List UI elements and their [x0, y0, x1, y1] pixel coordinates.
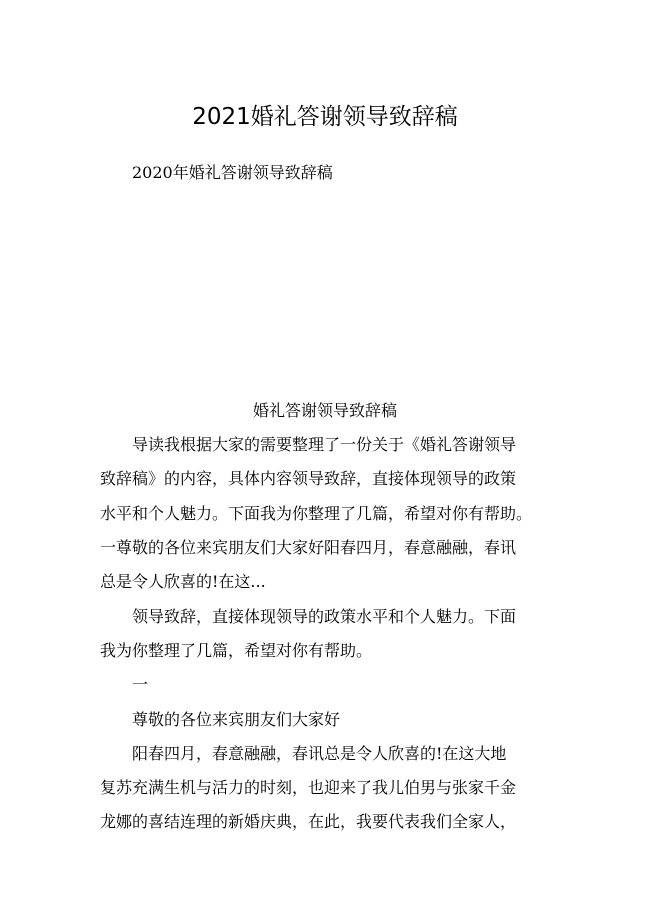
document-subtitle: 2020年婚礼答谢领导致辞稿 [132, 163, 333, 182]
paragraph-line: 总是令人欣喜的!在这... [100, 572, 266, 591]
paragraph-line: 领导致辞，直接体现领导的政策水平和个人魅力。下面 [132, 607, 517, 626]
document-title: 2021婚礼答谢领导致辞稿 [192, 104, 458, 130]
paragraph-line: 致辞稿》的内容，具体内容领导致辞，直接体现领导的政策 [100, 469, 517, 488]
greeting-line: 尊敬的各位来宾朋友们大家好 [132, 710, 341, 729]
paragraph-line: 复苏充满生机与活力的时刻，也迎来了我儿伯男与张家千金 [100, 778, 517, 797]
paragraph-line: 导读我根据大家的需要整理了一份关于《婚礼答谢领导 [132, 435, 517, 454]
paragraph-line: 我为你整理了几篇，希望对你有帮助。 [100, 641, 373, 660]
paragraph-line: 水平和个人魅力。下面我为你整理了几篇，希望对你有帮助。 [100, 504, 533, 523]
paragraph-line: 一尊敬的各位来宾朋友们大家好阳春四月，春意融融，春讯 [100, 538, 517, 557]
section-heading: 婚礼答谢领导致辞稿 [252, 401, 397, 420]
paragraph-line: 龙娜的喜结连理的新婚庆典，在此，我要代表我们全家人， [100, 812, 517, 831]
section-number: 一 [132, 675, 149, 694]
paragraph-line: 阳春四月，春意融融，春讯总是令人欣喜的!在这大地 [132, 744, 507, 763]
